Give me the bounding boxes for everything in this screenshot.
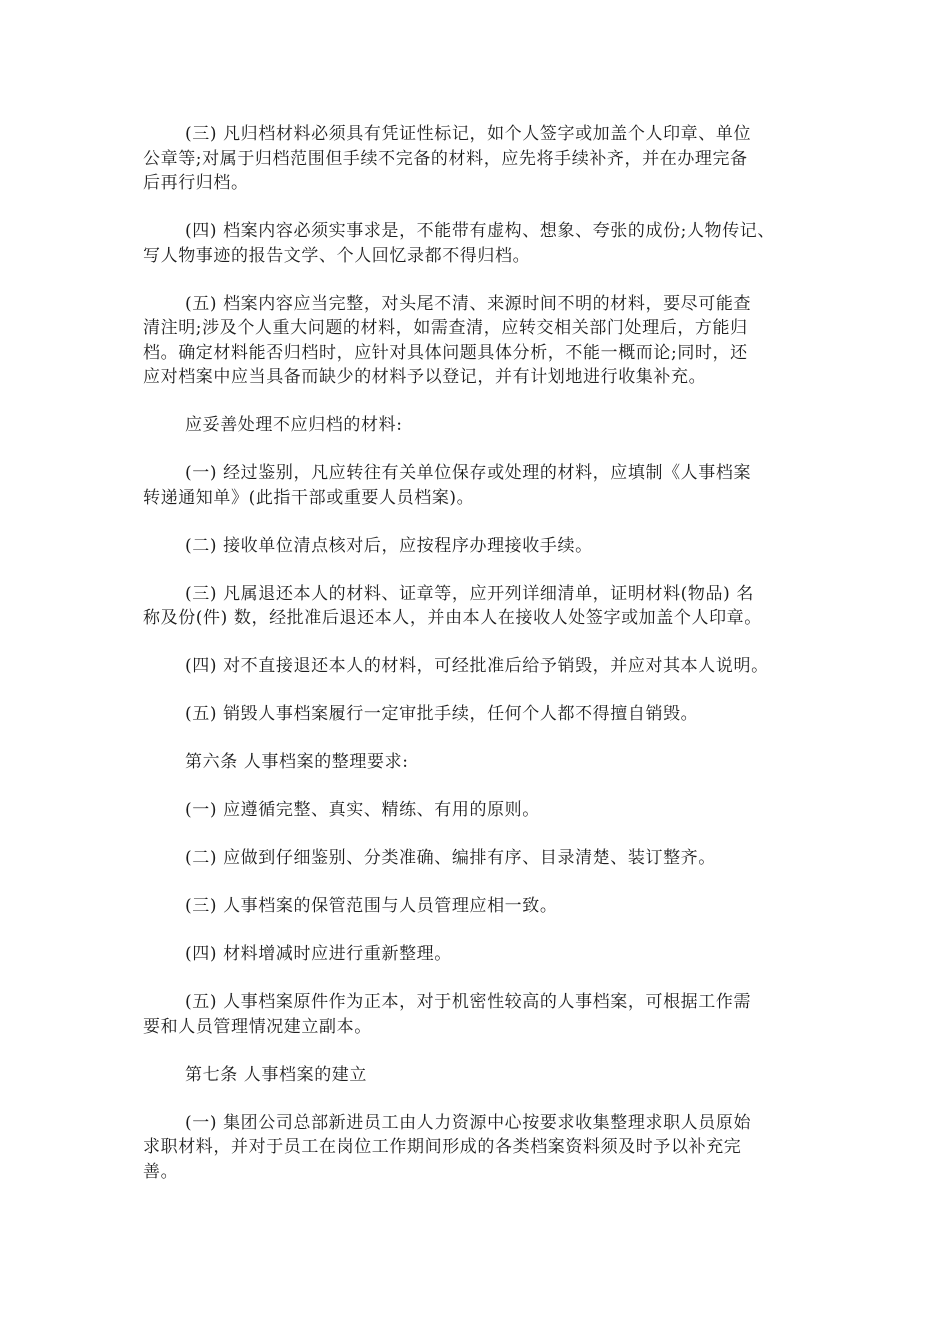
paragraph-line: 公章等;对属于归档范围但手续不完备的材料，应先将手续补齐，并在办理完备 xyxy=(143,148,748,169)
paragraph xyxy=(143,894,818,919)
paragraph xyxy=(143,413,818,438)
paragraph-line: 求职材料，并对于员工在岗位工作期间形成的各类档案资料须及时予以补充完 xyxy=(143,1137,742,1157)
paragraph-line: (五) 人事档案原件作为正本，对于机密性较高的人事档案，可根据工作需 xyxy=(185,992,752,1012)
paragraph-line: 第六条 人事档案的整理要求: xyxy=(185,752,409,772)
paragraph-line: 应对档案中应当具备而缺少的材料予以登记，并有计划地进行收集补充。 xyxy=(143,367,707,387)
paragraph xyxy=(143,582,818,631)
paragraph-line: (三) 人事档案的保管范围与人员管理应相一致。 xyxy=(185,896,558,916)
paragraph-line: 转递通知单》(此指干部或重要人员档案)。 xyxy=(143,487,475,508)
paragraph-line: (二) 接收单位清点核对后，应按程序办理接收手续。 xyxy=(185,535,593,556)
paragraph-line: (四) 档案内容必须实事求是，不能带有虚构、想象、夸张的成份;人物传记、 xyxy=(185,221,775,241)
document-body xyxy=(143,122,818,1208)
paragraph-line: 要和人员管理情况建立副本。 xyxy=(143,1016,372,1037)
paragraph-line: 清注明;涉及个人重大问题的材料，如需查清，应转交相关部门处理后，方能归 xyxy=(143,318,748,338)
paragraph-line: (一) 经过鉴别，凡应转往有关单位保存或处理的材料，应填制《人事档案 xyxy=(185,463,752,483)
paragraph xyxy=(143,534,818,559)
paragraph xyxy=(143,702,818,727)
paragraph-line: 第七条 人事档案的建立 xyxy=(185,1064,368,1085)
paragraph xyxy=(143,750,818,775)
paragraph-line: (五) 销毁人事档案履行一定审批手续，任何个人都不得擅自销毁。 xyxy=(185,704,699,724)
paragraph-line: (三) 凡归档材料必须具有凭证性标记，如个人签字或加盖个人印章、单位 xyxy=(185,124,752,144)
paragraph-line: (一) 集团公司总部新进员工由人力资源中心按要求收集整理求职人员原始 xyxy=(185,1112,752,1133)
paragraph xyxy=(143,990,818,1039)
paragraph-line: (三) 凡属退还本人的材料、证章等，应开列详细清单，证明材料(物品) 名 xyxy=(185,583,754,604)
paragraph-line: (二) 应做到仔细鉴别、分类准确、编排有序、目录清楚、装订整齐。 xyxy=(185,848,716,868)
paragraph xyxy=(143,292,818,390)
paragraph xyxy=(143,1063,818,1088)
paragraph-line: 应妥善处理不应归档的材料: xyxy=(185,415,403,435)
paragraph-line: (四) 材料增减时应进行重新整理。 xyxy=(185,944,452,964)
paragraph-line: 后再行归档。 xyxy=(143,173,249,193)
paragraph xyxy=(143,219,818,268)
paragraph xyxy=(143,798,818,823)
paragraph-line: (一) 应遵循完整、真实、精练、有用的原则。 xyxy=(185,800,540,820)
paragraph xyxy=(143,122,818,196)
paragraph-line: 善。 xyxy=(143,1161,179,1182)
paragraph-line: (四) 对不直接退还本人的材料，可经批准后给予销毁，并应对其本人说明。 xyxy=(185,656,769,676)
paragraph-line: 写人物事迹的报告文学、个人回忆录都不得归档。 xyxy=(143,245,531,266)
paragraph-line: 称及份(件) 数，经批准后退还本人，并由本人在接收人处签字或加盖个人印章。 xyxy=(143,608,762,628)
paragraph xyxy=(143,942,818,967)
paragraph xyxy=(143,654,818,679)
paragraph-line: (五) 档案内容应当完整，对头尾不清、来源时间不明的材料，要尽可能查 xyxy=(185,293,752,314)
paragraph xyxy=(143,846,818,871)
paragraph xyxy=(143,1111,818,1185)
paragraph-line: 档。确定材料能否归档时，应针对具体问题具体分析，不能一概而论;同时，还 xyxy=(143,342,748,363)
paragraph xyxy=(143,461,818,510)
